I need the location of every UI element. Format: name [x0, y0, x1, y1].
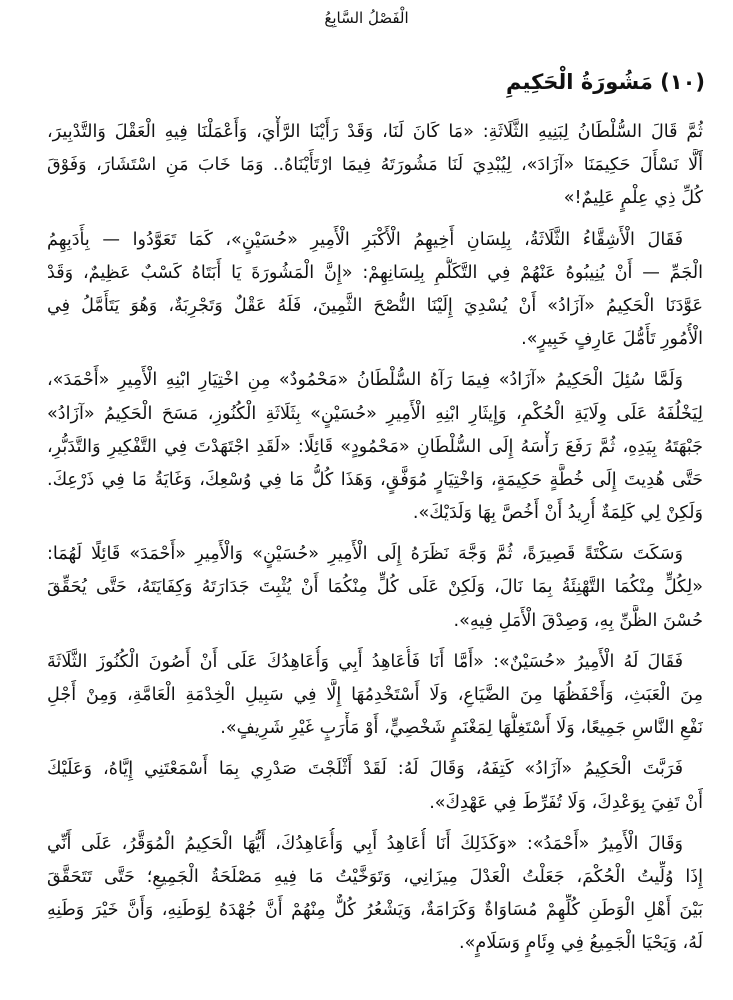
paragraph — [47, 224, 703, 357]
text-line: «لِكُلٍّ مِنْكُمَا التَّهْنِئَةُ بِمَا نَالَ، وَلَكِنْ عَلَى كُلٍّ مِنْكُمَا أَنْ يُثْبِتَ جَدَارَتَهُ وَكِفَايَتَهُ، حَتَّى يُحَقِّقَ — [47, 577, 703, 598]
text-line: إِذَا وُلِّيتُ الْحُكْمَ، جَعَلْتُ الْعَدْلَ مِيزَانِي، وَتَوَخَّيْتُ مَا فِيهِ مَصْلَحَةُ الْجَمِيعِ؛ حَتَّى تَتَحَقَّقَ — [47, 866, 703, 887]
text-line: كُلِّ ذِي عِلْمٍ عَلِيمٌ!» — [563, 188, 703, 209]
text-line: لِيَخْلُفَهُ عَلَى وِلَايَةِ الْحُكْمِ، وَإِيثَارِ ابْنِهِ الْأَمِيرِ «حُسَيْنٍ» بِثَلَاثَةِ الْكُنُوزِ، مَسَحَ الْحَكِيمُ «آزَادُ» — [47, 403, 703, 424]
text-line: جَبْهَتَهُ بِيَدِهِ، ثُمَّ رَفَعَ رَأْسَهُ إِلَى السُّلْطَانِ «مَحْمُودٍ» قَائِلًا: «لَقَدِ اجْتَهَدْتَ فِي التَّفْكِيرِ وَالتَّدَبُّرِ، — [47, 436, 703, 457]
paragraph — [47, 538, 703, 638]
text-line: ثُمَّ قَالَ السُّلْطَانُ لِبَنِيهِ الثَّلَاثَةِ: «مَا كَانَ لَنَا، وَقَدْ رَأَيْنَا الرَّأْيَ، وَأَعْمَلْنَا فِيهِ الْعَقْلَ وَالتَّدْبِيرَ، — [47, 122, 703, 142]
paragraph — [47, 364, 703, 530]
text-line: لَهُ، وَيَحْيَا الْجَمِيعُ فِي وِئَامٍ وَسَلَامٍ». — [458, 933, 703, 954]
text-line: مِنَ الْعَبَثِ، وَأَحْفَظُهَا مِنَ الضَّيَاعِ، وَلَا أَسْتَخْدِمُهَا إِلَّا فِي سَبِيلِ الْخِدْمَةِ الْعَامَّةِ، وَمِنْ أَجْلِ — [47, 685, 703, 705]
text-line: أَلَّا نَسْأَلَ حَكِيمَنَا «آزَادَ»، لِيُبْدِيَ لَنَا مَشُورَتَهُ فِيمَا ارْتَأَيْنَاهُ.. وَمَا خَابَ مَنِ اسْتَشَارَ، وَفَوْقَ — [47, 155, 703, 176]
paragraph — [47, 646, 703, 746]
paragraph — [47, 828, 703, 961]
paragraph — [47, 116, 703, 216]
text-line: نَفْعِ النَّاسِ جَمِيعًا، وَلَا أَسْتَغِلُّهَا لِمَغْنَمٍ شَخْصِيٍّ، أَوْ مَأْرَبٍ غَيْرِ شَرِيفٍ». — [220, 718, 703, 739]
chapter-header: الْفَصْلُ السَّابِعُ — [324, 9, 409, 27]
text-line: فَرَبَّتَ الْحَكِيمُ «آزَادُ» كَتِفَهُ، وَقَالَ لَهُ: لَقَدْ أَثْلَجْتَ صَدْرِي بِمَا أَسْمَعْتَنِي إِيَّاهُ، وَعَلَيْكَ — [47, 759, 683, 780]
text-line: عَوَّدَنَا الْحَكِيمُ «آزَادُ» أَنْ يُسْدِيَ إِلَيْنَا النُّصْحَ الثَّمِينَ، فَلَهُ عَقْلٌ وَتَجْرِبَةٌ، وَهُوَ يَتَأَمَّلُ فِي — [47, 295, 703, 316]
text-line: وَسَكَتَ سَكْتَةً قَصِيرَةً، ثُمَّ وَجَّهَ نَظَرَهُ إِلَى الْأَمِيرِ «حُسَيْنٍ» وَالْأَمِيرِ «أَحْمَدَ» قَائِلًا لَهُمَا: — [47, 544, 683, 565]
body-text — [47, 116, 703, 961]
text-line: الْجَمِّ — أَنْ يُنِيبُوهُ عَنْهُمْ فِي التَّكَلُّمِ بِلِسَانِهِمْ: «إِنَّ الْمَشُورَةَ يَا أَبَتَاهُ كَسْبٌ عَظِيمٌ، وَقَدْ — [47, 262, 703, 283]
text-line: وَقَالَ الْأَمِيرُ «أَحْمَدُ»: «وَكَذَلِكَ أَنَا أُعَاهِدُ أَبِي وَأُعَاهِدُكَ، أَيُّهَا الْحَكِيمُ الْمُوَقَّرُ، عَلَى أَنِّي — [47, 833, 683, 854]
text-line: حُسْنَ الظَّنِّ بِهِ، وَصِدْقَ الْأَمَلِ فِيهِ». — [453, 610, 703, 631]
text-line: الْأُمُورِ تَأَمُّلَ عَارِفٍ خَبِيرٍ». — [521, 329, 703, 350]
text-line: فَقَالَ لَهُ الْأَمِيرُ «حُسَيْنٌ»: «أَمَّا أَنَا فَأُعَاهِدُ أَبِي وَأُعَاهِدُكَ عَلَى أَنْ أَصُونَ الْكُنُوزَ الثَّلَاثَةَ — [47, 651, 683, 672]
text-line: وَلَمَّا سُئِلَ الْحَكِيمُ «آزَادُ» فِيمَا رَآهُ السُّلْطَانُ «مَحْمُودٌ» مِنِ اخْتِيَارِ ابْنِهِ الْأَمِيرِ «أَحْمَدَ»، — [47, 370, 683, 391]
text-line: أَنْ تَفِيَ بِوَعْدِكَ، وَلَا تُفَرِّطَ فِي عَهْدِكَ». — [429, 792, 703, 813]
paragraph — [47, 753, 703, 819]
text-line: حَتَّى هُدِيتَ إِلَى خُطَّةٍ حَكِيمَةٍ، وَاخْتِيَارٍ مُوَفَّقٍ، وَهَذَا كُلُّ مَا فِي وُسْعِكَ، وَغَايَةُ مَا فِي ذَرْعِكَ. — [47, 469, 703, 490]
text-line: بَيْنَ أَهْلِ الْوَطَنِ كُلِّهِمْ مُسَاوَاةٌ وَكَرَامَةٌ، وَيَشْعُرُ كُلٌّ مِنْهُمْ أَنَّ جُهْدَهُ لِوَطَنِهِ، وَأَنَّ خَيْرَ وَطَنِهِ — [47, 900, 703, 921]
section-title: (١٠) مَشُورَةُ الْحَكِيمِ — [506, 70, 705, 94]
text-line: وَلَكِنْ لِي كَلِمَةٌ أُرِيدُ أَنْ أَخُصَّ بِهَا وَلَدَيْكَ». — [412, 503, 703, 524]
text-line: فَقَالَ الْأَشِقَّاءُ الثَّلَاثَةُ، بِلِسَانِ أَخِيهِمُ الْأَكْبَرِ الْأَمِيرِ «حُسَيْنٍ»، كَمَا تَعَوَّدُوا — بِأَدَبِهِمُ — [47, 229, 683, 250]
